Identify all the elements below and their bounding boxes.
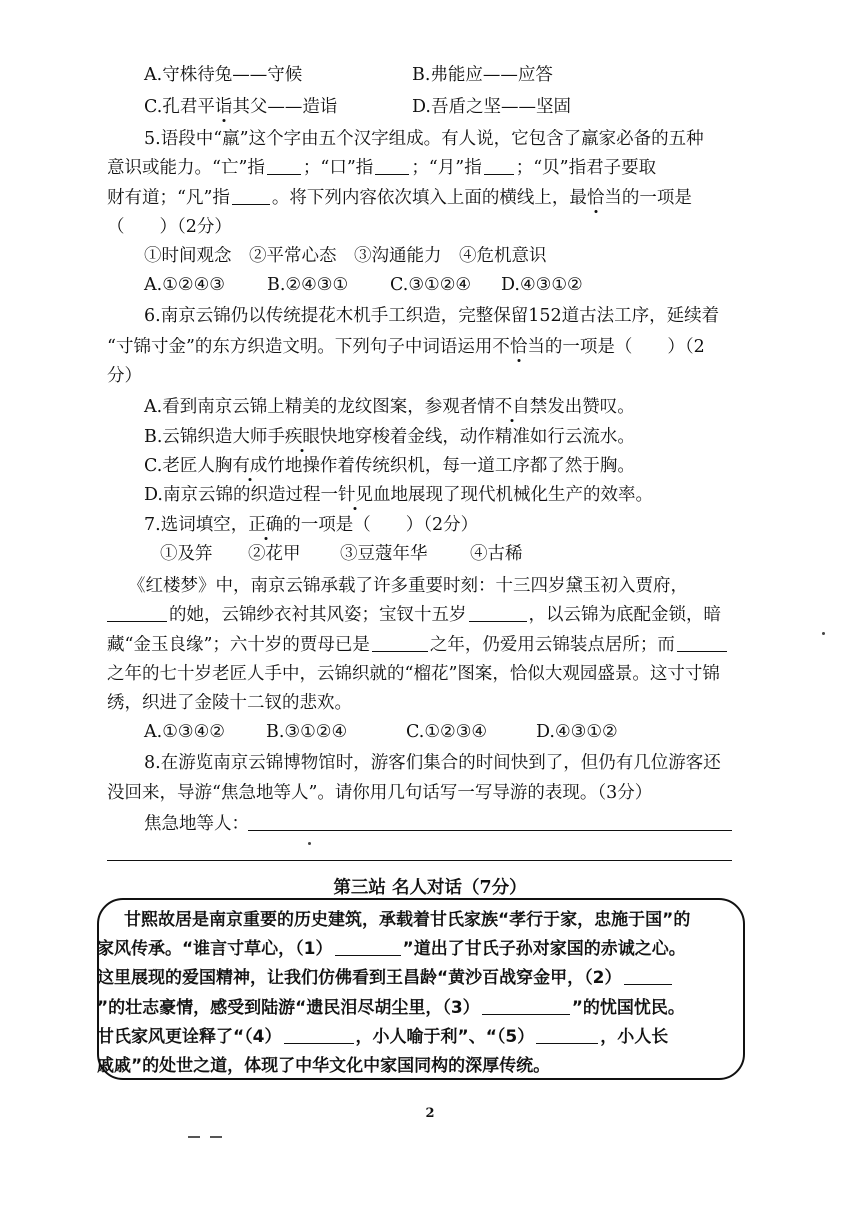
q4-option-b: B.弗能应——应答	[412, 65, 553, 85]
q5-items: ①时间观念 ②平常心态 ③沟通能力 ④危机意识	[144, 246, 547, 266]
q5-option-b: B.②④③①	[267, 275, 349, 295]
q7-line-1: 7.选词填空，正确的一项是（ ）（2分）	[144, 515, 479, 535]
page-number: 2	[425, 1106, 435, 1121]
q7-option-c: C.①②③④	[406, 722, 488, 742]
q7-item-3: ③豆蔻年华	[340, 544, 428, 564]
q7-passage-3: 藏“金玉良缘”；六十岁的贾母已是 之年，仍爱用云锦装点居所；而	[107, 633, 729, 657]
q5-option-c: C.③①②④	[390, 275, 472, 295]
section3-line-3: 这里展现的爱国精神，让我们仿佛看到王昌龄“黄沙百战穿金甲，（2）	[97, 966, 674, 990]
q6-line-2: “寸锦寸金”的东方织造文明。下列句子中词语运用不恰当的一项是（ ）（2	[107, 337, 705, 357]
q4-option-a: A.守株待兔——守候	[144, 65, 303, 85]
section3-line-4: ”的壮志豪情，感受到陆游“遗民泪尽胡尘里，（3） ”的忧国忧民。	[97, 998, 685, 1018]
q5-blank-4	[232, 186, 270, 205]
q5-option-a: A.①②④③	[144, 275, 225, 295]
q7-blank-2	[469, 603, 527, 622]
scan-mark	[188, 1136, 200, 1138]
section-title: 第三站 名人对话（7分）	[333, 878, 527, 898]
q6-line-3: 分）	[107, 366, 142, 386]
q5-line-2: 意识或能力。“亡”指 ；“口”指 ；“月”指 ；“贝”指君子要取	[107, 158, 657, 178]
q5-emphasis: 最恰当	[569, 188, 622, 208]
q5-line-4: （ ）（2分）	[107, 217, 232, 237]
section3-line-2: 家风传承。“谁言寸草心，（1） ”道出了甘氏子孙对家国的赤诚之心。	[97, 939, 686, 959]
q7-passage-5: 绣，织进了金陵十二钗的悲欢。	[107, 693, 352, 713]
q8-line-2: 没回来，导游“焦急地等人”。请你用几句话写一写导游的表现。（3分）	[107, 783, 653, 803]
q7-item-4: ④古稀	[470, 544, 523, 564]
section3-blank-4[interactable]	[284, 1025, 354, 1044]
q7-passage-2: 的她，云锦纱衣衬其风姿；宝钗十五岁 ，以云锦为底配金锁，暗	[107, 603, 721, 627]
section3-blank-2[interactable]	[624, 966, 672, 985]
q7-blank-4	[677, 633, 727, 652]
scan-dot	[308, 842, 311, 845]
q7-passage-1: 《红楼梦》中，南京云锦承载了许多重要时刻：十三四岁黛玉初入贾府，	[128, 576, 688, 596]
q6-option-c: C.老匠人胸有成竹地操作着传统织机，每一道工序都了然于胸。	[144, 456, 635, 476]
q5-blank-3	[484, 156, 514, 175]
section3-blank-5[interactable]	[536, 1025, 598, 1044]
section3-line-1: 甘熙故居是南京重要的历史建筑，承载着甘氏家族“孝行于家，忠施于国”的	[124, 910, 691, 930]
q7-blank-1	[107, 603, 167, 622]
q6-option-b: B.云锦织造大师手疾眼快地穿梭着金线，动作精准如行云流水。	[144, 427, 635, 447]
q6-option-a: A.看到南京云锦上精美的龙纹图案，参观者情不自禁发出赞叹。	[144, 397, 635, 417]
q7-passage-4: 之年的七十岁老匠人手中，云锦织就的“榴花”图案，恰似大观园盛景。这寸寸锦	[107, 664, 720, 684]
q5-blank-2	[375, 156, 409, 175]
section3-line-5: 甘氏家风更诠释了“（4） ，小人喻于利”、“（5） ，小人长	[97, 1027, 669, 1047]
q5-line-3: 财有道；“凡”指 。将下列内容依次填入上面的横线上，最恰当的一项是	[107, 188, 692, 208]
q7-blank-3	[372, 633, 428, 652]
q8-line-1: 8.在游览南京云锦博物馆时，游客们集合的时间快到了，但仍有几位游客还	[144, 753, 721, 773]
scan-mark	[210, 1136, 222, 1138]
q7-option-d: D.④③①②	[536, 722, 618, 742]
section3-line-6: 戚戚”的处世之道，体现了中华文化中家国同构的深厚传统。	[97, 1056, 551, 1076]
q7-item-1: ①及笄	[160, 544, 213, 564]
q5-line-1: 5.语段中“羸”这个字由五个汉字组成。有人说，它包含了羸家必备的五种	[144, 129, 704, 149]
q4-option-c: C.孔君平诣其父——造诣	[144, 97, 338, 117]
q7-option-b: B.③①②④	[266, 722, 348, 742]
section3-blank-3[interactable]	[482, 996, 570, 1015]
q6-line-1: 6.南京云锦仍以传统提花木机手工织造，完整保留152道古法工序，延续着	[144, 306, 720, 326]
q7-option-a: A.①③④②	[144, 722, 225, 742]
q4-option-d: D.吾盾之坚——坚固	[412, 97, 571, 117]
scan-dot	[822, 632, 825, 635]
section3-box	[97, 898, 745, 1080]
q8-answer-label: 焦急地等人：	[144, 814, 249, 834]
q7-item-2: ②花甲	[248, 544, 301, 564]
q8-answer-line-2[interactable]	[107, 860, 732, 861]
q5-option-d: D.④③①②	[501, 275, 583, 295]
q8-answer-line-1[interactable]	[248, 830, 732, 831]
section3-blank-1[interactable]	[335, 937, 401, 956]
q6-option-d: D.南京云锦的织造过程一针见血地展现了现代机械化生产的效率。	[144, 485, 653, 505]
q5-blank-1	[267, 156, 301, 175]
